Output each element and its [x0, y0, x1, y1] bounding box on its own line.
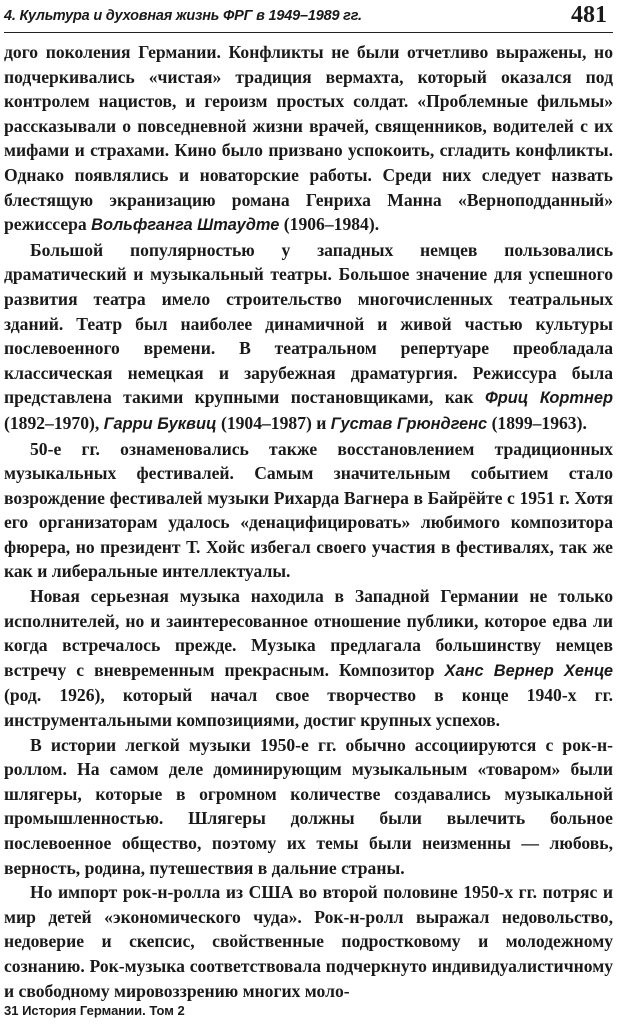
- text-run: Большой популярностью у западных немцев пользовались драматический и музыкальный театры. Большое значение для успешного развития театра имело строительство многочисленных театральных зданий. Театр был наиболее динамичной и живой частью культуры послевоенного времени. В театральном репертуаре преобладала классическая немецкая и зарубежная драматургия. Режиссура была представлена такими крупными постановщиками, как: [4, 239, 613, 408]
- person-name: Фриц Кортнер: [484, 389, 614, 408]
- text-run: дого поколения Германии. Конфликты не были отчетливо выражены, но подчеркивались «чистая» традиция вермахта, который оказался под контролем нацистов, и героизм простых солдат. «Проблемные фильмы» рассказывали о повседневной жизни врачей, священников, водителей с их мифами и страхами. Кино было призвано успокоить, сгладить конфликты. Однако появлялись и новаторские работы. Среди них следует назвать блестящую экранизацию романа Генриха Манна «Верноподданный» режиссера: [4, 42, 613, 235]
- printer-signature: 31 История Германии. Том 2: [4, 1003, 185, 1018]
- body-text: [4, 40, 613, 1003]
- text-run: (род. 1926), который начал свое творчество в конце 1940-х гг. инструментальными композициями, достиг крупных успехов.: [4, 685, 613, 731]
- paragraph: [4, 437, 613, 585]
- text-run: 50-е гг. ознаменовались также восстановлением традиционных музыкальных фестивалей. Самым значительным событием стало возрождение фестивалей музыки Рихарда Вагнера в Байрёйте с 1951 г. Хотя его организаторам удалось «денацифицировать» любимого композитора фюрера, но президент Т. Хойс избегал своего участия в фестивалях, так же как и либеральные интеллектуалы.: [4, 438, 613, 582]
- paragraph: [4, 733, 613, 881]
- page-number: 481: [571, 2, 607, 28]
- text-run: (1906–1984).: [279, 214, 380, 235]
- text-run: Новая серьезная музыка находила в Западной Германии не только исполнителей, но и заинтересованное отношение публики, которое едва ли когда встречалось прежде. Музыка предлагала большинству немцев встречу с вневременным прекрасным. Композитор: [4, 586, 613, 680]
- text-run: (1904–1987) и: [216, 412, 331, 433]
- person-name: Густав Грюндгенс: [330, 414, 488, 433]
- chapter-title: 4. Культура и духовная жизнь ФРГ в 1949–1989 гг.: [4, 8, 362, 24]
- paragraph: [4, 238, 613, 437]
- person-name: Гарри Буквиц: [103, 414, 217, 433]
- paragraph: [4, 40, 613, 238]
- text-run: (1892–1970),: [4, 412, 104, 433]
- paragraph: [4, 880, 613, 1003]
- text-run: (1899–1963).: [487, 412, 587, 433]
- paragraph: [4, 584, 613, 733]
- person-name: Вольфганга Штаудте: [91, 216, 280, 235]
- text-run: Но импорт рок-н-ролла из США во второй половине 1950-х гг. потряс и мир детей «экономического чуда». Рок-н-ролл выражал недовольство, недоверие и скепсис, свойственные подростковому и молодежному сознанию. Рок-музыка соответствовала подчеркнуто индивидуалистичному и свободному мировоззрению многих моло-: [4, 882, 613, 1001]
- text-run: В истории легкой музыки 1950-е гг. обычно ассоциируются с рок-н-роллом. На самом деле доминирующим музыкальным «товаром» были шлягеры, которые в огромном количестве создавались музыкальной промышленностью. Шлягеры должны были вылечить больное послевоенное общество, поэтому их темы были неизменны — любовь, верность, родина, путешествия в дальние страны.: [4, 734, 613, 878]
- person-name: Ханс Вернер Хенце: [444, 661, 613, 680]
- running-header: [4, 0, 613, 33]
